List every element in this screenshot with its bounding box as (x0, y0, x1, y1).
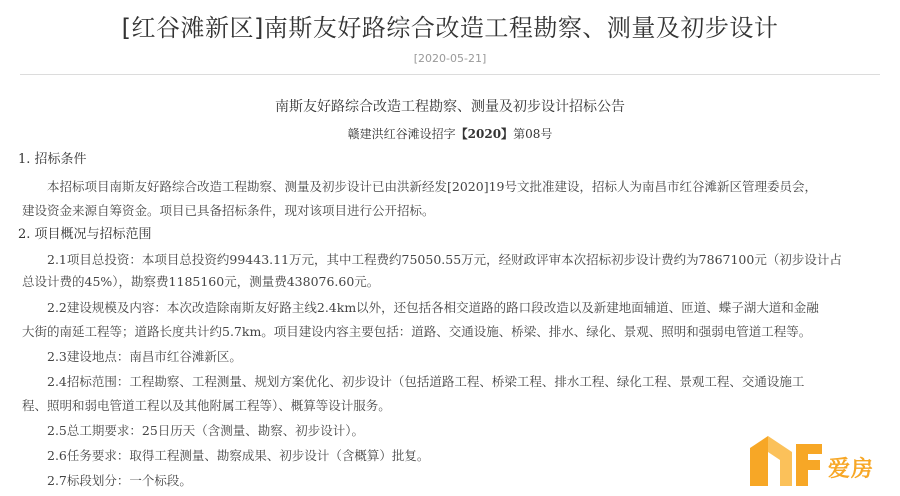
publish-date: [2020-05-21] (413, 52, 487, 65)
notice-title: 南斯友好路综合改造工程勘察、测量及初步设计招标公告 (275, 99, 625, 115)
document-number-prefix: 赣建洪红谷滩设招字 (347, 127, 456, 141)
paragraph-line: 2.3建设地点：南昌市红谷滩新区。 (22, 349, 242, 364)
section-heading-2: 2. 项目概况与招标范围 (18, 227, 152, 242)
paragraph-line: 2.1项目总投资：本项目总投资约99443.11万元，其中工程费约75050.55万元，经财政评审本次招标初步设计费约为7867100元（初步设计占 (22, 252, 842, 267)
watermark-text: 爱房 (828, 457, 875, 482)
article-title: [红谷滩新区]南斯友好路综合改造工程勘察、测量及初步设计 (121, 14, 779, 42)
paragraph-line: 建设资金来源自筹资金。项目已具备招标条件，现对该项目进行公开招标。 (22, 203, 435, 218)
paragraph-line: 总设计费的45%），勘察费1185160元，测量费438076.60元。 (22, 274, 380, 289)
paragraph-line: 2.2建设规模及内容：本次改造除南斯友好路主线2.4km以外，还包括各相交道路的路口段改造以及新建地面辅道、匝道、蝶子湖大道和金融 (22, 300, 819, 315)
paragraph-line: 本招标项目南斯友好路综合改造工程勘察、测量及初步设计已由洪新经发[2020]19号文批准建设，招标人为南昌市红谷滩新区管理委员会， (22, 179, 817, 194)
paragraph-line: 2.4招标范围：工程勘察、工程测量、规划方案优化、初步设计（包括道路工程、桥梁工程、排水工程、绿化工程、景观工程、交通设施工 (22, 374, 805, 389)
paragraph-line: 程、照明和弱电管道工程以及其他附属工程等）、概算等设计服务。 (22, 398, 391, 413)
document-number (0, 125, 900, 142)
paragraph-line: 大街的南延工程等；道路长度共计约5.7km。项目建设内容主要包括：道路、交通设施、桥梁、排水、绿化、景观、照明和强弱电管道工程等。 (22, 324, 812, 339)
paragraph-line: 2.5总工期要求：25日历天（含测量、勘察、初步设计）。 (22, 423, 365, 438)
document-number-suffix: 第08号 (513, 127, 553, 141)
title-divider (20, 74, 880, 75)
section-heading-1: 1. 招标条件 (18, 152, 87, 167)
paragraph-line: 2.6任务要求：取得工程测量、勘察成果、初步设计（含概算）批复。 (22, 448, 430, 463)
paragraph-line: 2.7标段划分：一个标段。 (22, 473, 192, 488)
document-number-year: 【2020】 (455, 127, 514, 141)
